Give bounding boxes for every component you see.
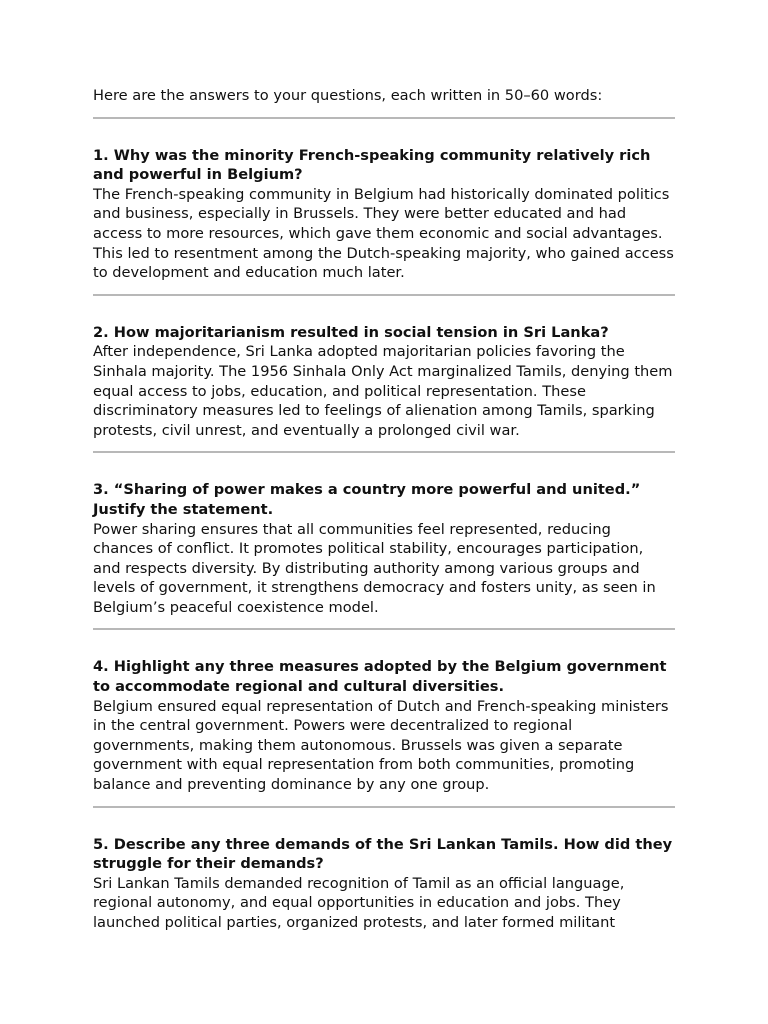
qa-item-4 — [93, 657, 675, 794]
qa-item-5 — [93, 835, 675, 933]
answer-3: Power sharing ensures that all communities feel represented, reducing chances of conflict. It promotes political stability, encourages participation, and respects diversity. By distributing authority among various groups and levels of government, it strengthens democracy and fosters unity, as seen in Belgium’s peaceful coexistence model. — [93, 520, 656, 616]
answer-2: After independence, Sri Lanka adopted majoritarian policies favoring the Sinhala majority. The 1956 Sinhala Only Act marginalized Tamils, denying them equal access to jobs, education, and political representation. These discriminatory measures led to feelings of alienation among Tamils, sparking protests, civil unrest, and eventually a prolonged civil war. — [93, 343, 673, 439]
intro-text: Here are the answers to your questions, each written in 50–60 words: — [93, 87, 603, 104]
question-2: 2. How majoritarianism resulted in social tension in Sri Lanka? — [93, 323, 609, 341]
question-1: 1. Why was the minority French-speaking community relatively rich and powerful in Belgium? — [93, 146, 651, 184]
divider — [93, 806, 675, 808]
divider — [93, 294, 675, 296]
question-5: 5. Describe any three demands of the Sri Lankan Tamils. How did they struggle for their demands? — [93, 835, 673, 873]
divider — [93, 117, 675, 119]
question-4: 4. Highlight any three measures adopted by the Belgium government to accommodate regional and cultural diversities. — [93, 658, 667, 696]
answer-4: Belgium ensured equal representation of Dutch and French-speaking ministers in the central government. Powers were decentralized to regional governments, making them autonomous. Brussels was given a separate government with equal representation from both communities, promoting balance and preventing dominance by any one group. — [93, 697, 669, 794]
qa-item-1 — [93, 146, 675, 283]
document-page — [93, 86, 675, 933]
answer-1: The French-speaking community in Belgium had historically dominated politics and business, especially in Brussels. They were better educated and had access to more resources, which gave them economic and social advantages. This led to resentment among the Dutch-speaking majority, who gained access to development and education much later. — [93, 185, 674, 282]
qa-item-2 — [93, 323, 675, 441]
divider — [93, 628, 675, 630]
question-3: 3. “Sharing of power makes a country more powerful and united.” Justify the statement. — [93, 481, 641, 518]
qa-item-3 — [93, 480, 675, 617]
divider — [93, 451, 675, 453]
answer-5: Sri Lankan Tamils demanded recognition of Tamil as an official language, regional autonomy, and equal opportunities in education and jobs. They launched political parties, organized protests, and later formed militant — [93, 874, 625, 931]
